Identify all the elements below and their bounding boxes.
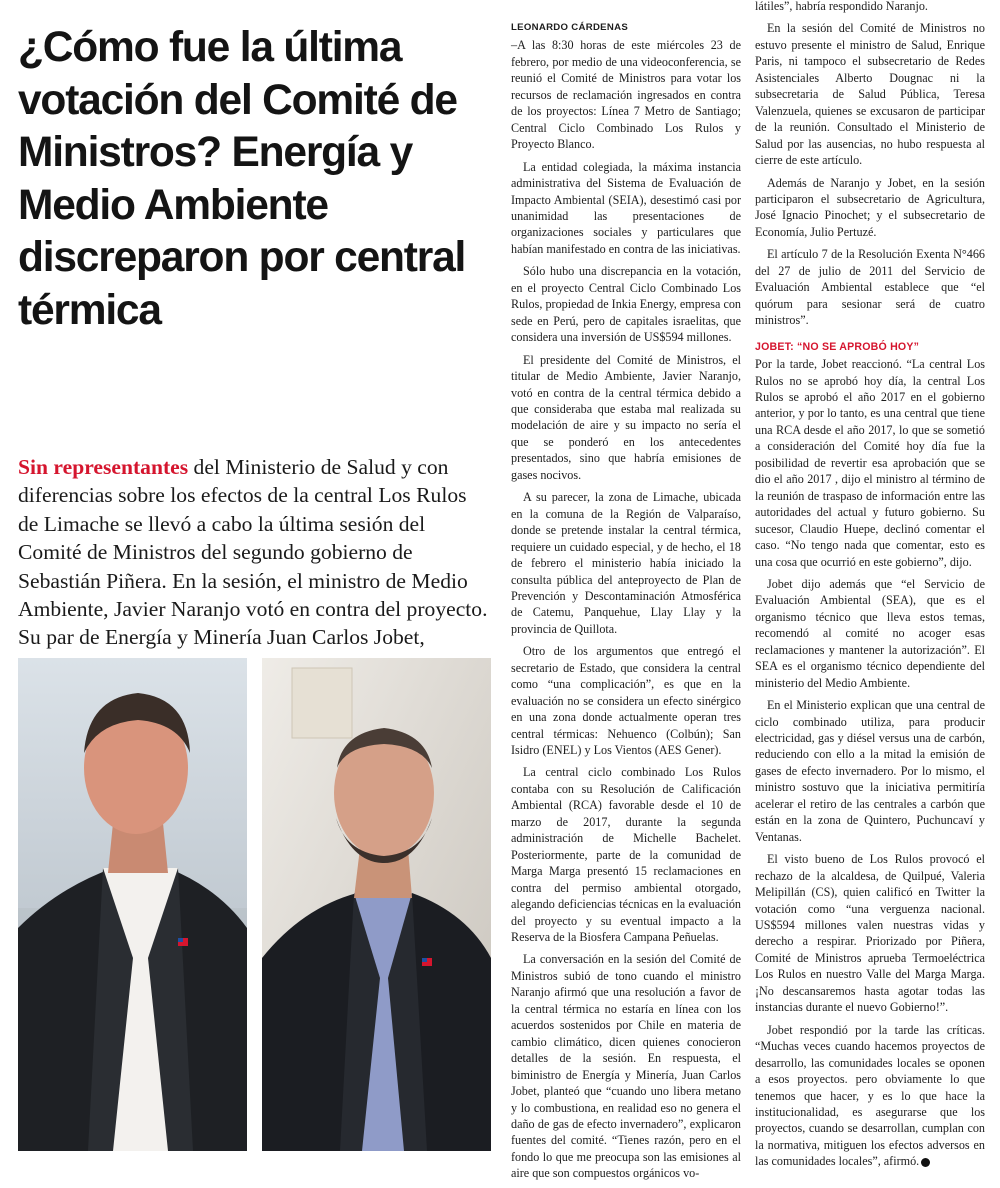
paragraph: A su parecer, la zona de Limache, ubicada en la comuna de la Región de Valparaíso, donde se pretende instalar la central térmica, requiere un cuidado especial, y de hecho, el 18 de febrero el ministerio había iniciado la consulta pública del anteproyecto de Plan de Prevención y Descontaminación Atmosférica de Catemu, Panquehue, Llay Llay y la provincia de Quillota. [511,490,741,636]
lead-paragraph [18,453,492,680]
paragraph [755,1022,985,1170]
portrait-left-illustration [18,658,247,1151]
paragraph: La entidad colegiada, la máxima instancia administrativa del Sistema de Evaluación de Impacto Ambiental (SEIA), desestimó casi por unanimidad las presentaciones de organizaciones sociales y particulares que habían manifestado en contra de las iniciativas. [511,159,741,256]
paragraph: En la sesión del Comité de Ministros no estuvo presente el ministro de Salud, Enrique Paris, ni tampoco el subsecretario de Redes Asistenciales Alberto Dougnac ni la subsecretaria de Salud Pública, Teresa Valenzuela, quienes se excusaron de participar de la reunión. Consultado el Ministerio de Salud por las ausencias, no hubo respuesta al cierre de este artículo. [755,21,985,168]
closing-text: Jobet respondió por la tarde las críticas. “Muchas veces cuando hacemos proyectos de desarrollo, las comunidades locales se oponen a esos proyectos. pero obviamente lo que tenemos que hacer, y es lo que hace la institucionalidad, es asegurarse que los proyectos, cuando se desarrollan, cumplan con la normativa, mitiguen los efectos adversos en las comunidades locales”, afirmó. [755,1022,985,1169]
paragraph: –A las 8:30 horas de este miércoles 23 de febrero, por medio de una videoconferencia, se reunió el Comité de Ministros para votar los recursos de reclamación ingresados en contra de los proyectos: Línea 7 Metro de Santiago; Central Ciclo Combinado Los Rulos y Proyecto Blanco. [511,38,741,152]
paragraph: Además de Naranjo y Jobet, en la sesión participaron el subsecretario de Agricultura, José Ignacio Pinochet; y el subsecretario de Economía, Julio Pertuzé. [755,175,985,239]
headline: ¿Cómo fue la última votación del Comité de Ministros? Energía y Medio Ambiente discreparon por central térmica [18,24,466,334]
paragraph: Sólo hubo una discrepancia en la votación, en el proyecto Central Ciclo Combinado Los Rulos, propiedad de Inkia Energy, empresa con sede en Perú, pero de capitales israelitas, que considera una inversión de US$594 millones. [511,264,741,345]
paragraph: El presidente del Comité de Ministros, el titular de Medio Ambiente, Javier Naranjo, votó en contra de la central térmica debido a que consideraba que estaba mal realizada su modelación de aire y su impacto no sería el que se ponderó en los antecedentes presentados, sino que habría emisiones de gases nocivos. [511,352,741,482]
lead-highlight: Sin representantes [18,455,189,479]
paragraph: Jobet dijo además que “el Servicio de Evaluación Ambiental (SEA), que es el organismo técnico que lleva estos temas, recomendó al comité no acoger esas reclamaciones y mantener la autorización”. El SEA es el organismo técnico dependiente del ministerio del Medio Ambiente. [755,576,985,690]
article-column-2 [755,0,985,1176]
paragraph: Otro de los argumentos que entregó el secretario de Estado, que considera la central como “una complicación”, es que en la evaluación no se considera un efecto sinérgico en una zona donde actualmente operan tres central térmicas: Nehuenco (Colbún); San Isidro (ENEL) y Los Vientos (AES Gener). [511,644,741,758]
section-subhead: JOBET: “NO SE APROBÓ HOY” [755,340,920,353]
photo-minister-jobet [262,658,491,1151]
paragraph: La conversación en la sesión del Comité de Ministros subió de tono cuando el ministro Naranjo afirmó que una resolución a favor de la central térmica no estaría en línea con los acuerdos sostenidos por Chile en materia de cambio climático, dicen quienes conocieron detalles de la sesión. En respuesta, el biministro de Energía y Minería, Juan Carlos Jobet, planteó que “cuando uno libera metano y lo combustiona, en realidad eso no genera el daño de gas de efecto invernadero”, explicaron fuentes del comité. “Tienes razón, pero en el fondo lo que me preocupa son las emisiones al aire que son compuestos orgánicos vo- [511,952,741,1181]
paragraph: El artículo 7 de la Resolución Exenta N°466 del 27 de julio de 2011 del Servicio de Evaluación Ambiental establece que “el quórum para sesionar será de cuatro ministros”. [755,247,985,328]
paragraph: El visto bueno de Los Rulos provocó el rechazo de la alcaldesa, de Quilpué, Valeria Melipillán (CS), quien calificó en Twitter la votación como “una verguenza nacional. US$594 millones valen nuestras vidas y derecho a respirar. Priorizado por Piñera, Comité de Ministros aprueba Termoeléctrica Los Rulos en nuestro Valle del Marga Marga. ¡No descansaremos hasta agotar todas las instancias durante el nuevo Gobierno!”. [755,852,985,1015]
photo-minister-naranjo [18,658,247,1151]
article-column-1 [511,20,741,1188]
paragraph: Por la tarde, Jobet reaccionó. “La central Los Rulos no se aprobó hoy día, la central Los Rulos se aprobó el año 2017 en el gobierno anterior, y por lo tanto, es una central que tiene una RCA desde el año 2017, lo que se sometió a consideración del Comité hoy día fue la posibilidad de revertir esa aprobación que se dio el año 2017 , dijo el ministro al término de la reunión de traspaso de información entre las autoridades del actual y futuro gobierno. Su sucesor, Claudio Huepe, declinó comentar el caso. “No tengo nada que comentar, esto es una cosa que ocurrió en este gobierno”, dijo. [755,357,985,569]
paragraph: En el Ministerio explican que una central de ciclo combinado utiliza, para producir electricidad, gas y diésel versus una de carbón, reduciendo con ello a la mitad la emisión de gases de efecto invernadero. Por lo mismo, el ministro sostuvo que la iniciativa permitiría acelerar el retiro de las centrales a carbón que están en la zona de Quintero, Puchuncaví y Ventanas. [755,698,985,844]
paragraph: La central ciclo combinado Los Rulos contaba con su Resolución de Calificación Ambiental (RCA) favorable desde el 10 de marzo de 2017, durante la segunda administración de Michelle Bachelet. Posteriormente, parte de la comunidad de Marga Marga presentó 15 reclamaciones en contra del permiso ambiental otorgado, alegando deficiencias técnicas en la evaluación del proyecto y su eventual impacto a la Reserva de la Biosfera Campana Peñuelas. [511,765,741,945]
end-mark-icon: P [921,1158,930,1167]
lead-text: del Ministerio de Salud y con diferencias sobre los efectos de la central Los Rulos de Limache se llevó a cabo la última sesión del Comité de Ministros del segundo gobierno de Sebastián Piñera. En la sesión, el ministro de Medio Ambiente, Javier Naranjo votó en contra del proyecto. Su par de Energía y Minería Juan Carlos Jobet, [18,455,488,650]
portrait-right-illustration [262,658,491,1151]
byline: LEONARDO CÁRDENAS [511,22,629,33]
paragraph: látiles”, habría respondido Naranjo. [755,0,928,13]
